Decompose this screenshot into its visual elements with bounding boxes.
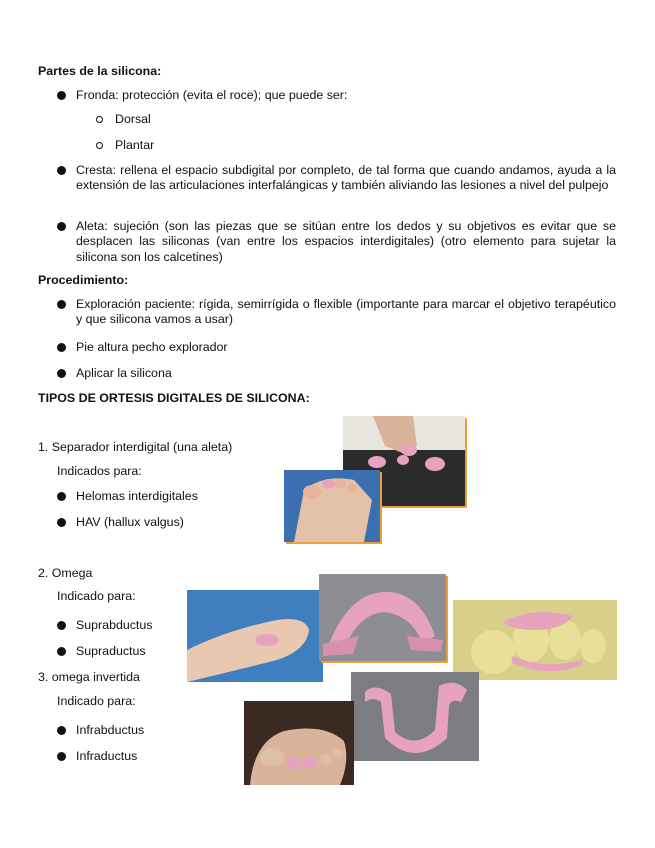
- foot-with-inverted-omega-photo: [244, 701, 354, 785]
- bullet: [57, 492, 66, 501]
- indicated-label: Indicado para:: [57, 589, 136, 603]
- bullet: [57, 647, 66, 656]
- type-title-omega-invertida: 3. omega invertida: [38, 670, 140, 684]
- toes-with-omega-photo: [453, 600, 617, 680]
- list-item-aleta: Aleta: sujeción (son las piezas que se sitúan entre los dedos y su objetivos es evitar que se desplacen las siliconas (van entre los espacios interdigitales) (otro elemento para sujetar la silicona son los calcetines): [76, 219, 616, 264]
- bullet: [57, 369, 66, 378]
- list-item-aplicar: Aplicar la silicona: [76, 366, 172, 380]
- indication-infraductus: Infraductus: [76, 749, 138, 763]
- sub-bullet: [96, 142, 103, 149]
- indication-infrabductus: Infrabductus: [76, 723, 145, 737]
- bullet: [57, 300, 66, 309]
- section-heading-partes: Partes de la silicona:: [38, 64, 162, 78]
- inverted-omega-silicone-photo: [351, 672, 479, 761]
- type-title-omega: 2. Omega: [38, 566, 93, 580]
- bullet: [57, 752, 66, 761]
- list-item-fronda: Fronda: protección (evita el roce); que puede ser:: [76, 88, 348, 102]
- indication-hav: HAV (hallux valgus): [76, 515, 184, 529]
- list-item-cresta: Cresta: rellena el espacio subdigital por completo, de tal forma que cuando andamos, ayuda a la extensión de las articulaciones interfalángicas y también aliviando las lesiones a nivel del pulpejo: [76, 163, 616, 193]
- bullet: [57, 91, 66, 100]
- sub-bullet: [96, 116, 103, 123]
- bullet: [57, 222, 66, 231]
- list-item-pie-altura: Pie altura pecho explorador: [76, 340, 228, 354]
- indication-suprabductus: Suprabductus: [76, 618, 153, 632]
- bullet: [57, 518, 66, 527]
- bullet: [57, 166, 66, 175]
- foot-with-separator-photo: [284, 470, 380, 542]
- indication-helomas: Helomas interdigitales: [76, 489, 198, 503]
- indicated-label: Indicado para:: [57, 694, 136, 708]
- omega-silicone-photo: [319, 574, 446, 661]
- bullet: [57, 343, 66, 352]
- section-heading-procedimiento: Procedimiento:: [38, 273, 129, 287]
- sub-item-plantar: Plantar: [115, 138, 155, 152]
- indication-supraductus: Supraductus: [76, 644, 146, 658]
- section-heading-tipos: TIPOS DE ORTESIS DIGITALES DE SILICONA:: [38, 391, 310, 405]
- bullet: [57, 621, 66, 630]
- bullet: [57, 726, 66, 735]
- indicated-label: Indicados para:: [57, 464, 142, 478]
- type-title-separador: 1. Separador interdigital (una aleta): [38, 440, 233, 454]
- list-item-exploracion: Exploración paciente: rígida, semirrígida o flexible (importante para marcar el objetivo terapéutico y que silicona vamos a usar): [76, 297, 616, 327]
- sub-item-dorsal: Dorsal: [115, 112, 151, 126]
- foot-with-omega-photo: [187, 590, 323, 682]
